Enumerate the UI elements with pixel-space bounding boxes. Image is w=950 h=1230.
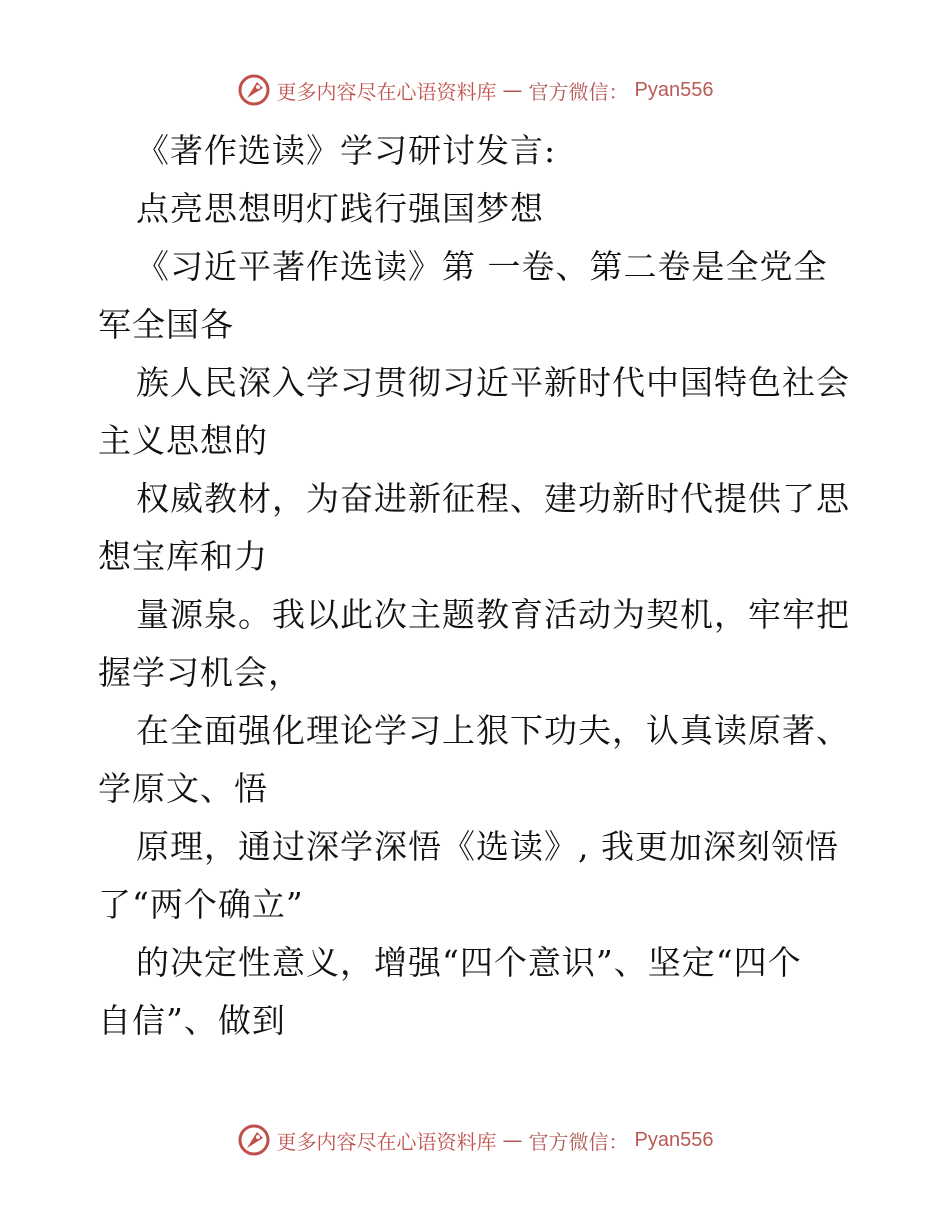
text-line: 了“两个确立”: [98, 885, 304, 924]
text-line: 量源泉。我以此次主题教育活动为契机，牢牢把: [136, 595, 850, 634]
watermark-brand: 更多内容尽在心语资料库: [276, 79, 497, 104]
text-line: 军全国各: [98, 305, 234, 344]
pen-nib-circle-icon: [237, 73, 271, 107]
watermark-dash: —: [502, 78, 523, 102]
watermark-account: Pyan556: [634, 78, 714, 101]
watermark-banner-top: [0, 70, 950, 110]
text-line: 主义思想的: [98, 421, 268, 460]
text-line: 想宝库和力: [98, 537, 268, 576]
text-line: 族人民深入学习贯彻习近平新时代中国特色社会: [136, 363, 850, 402]
document-subtitle: 点亮思想明灯践行强国梦想: [136, 189, 544, 228]
watermark-account: Pyan556: [634, 1128, 714, 1151]
text-line: 握学习机会，: [98, 653, 302, 692]
document-body: [98, 122, 888, 1050]
watermark-wechat-label: 官方微信：: [528, 1129, 629, 1154]
text-line: 的决定性意义，增强“四个意识”、坚定“四个: [136, 943, 802, 982]
pen-nib-circle-icon: [237, 1123, 271, 1157]
watermark-banner-bottom: [0, 1120, 950, 1160]
text-line: 学原文、悟: [98, 769, 268, 808]
document-title: 《著作选读》学习研讨发言:: [136, 131, 557, 170]
watermark-brand: 更多内容尽在心语资料库: [276, 1129, 497, 1154]
text-line: 《习近平著作选读》第 一卷、第二卷是全党全: [136, 247, 828, 286]
text-line: 在全面强化理论学习上狠下功夫，认真读原著、: [136, 711, 850, 750]
watermark-dash: —: [502, 1128, 523, 1152]
text-line: 权威教材，为奋进新征程、建功新时代提供了思: [136, 479, 850, 518]
text-line: 自信”、做到: [98, 1001, 286, 1040]
watermark-wechat-label: 官方微信：: [528, 79, 629, 104]
text-line: 原理，通过深学深悟《选读》, 我更加深刻领悟: [136, 827, 839, 866]
